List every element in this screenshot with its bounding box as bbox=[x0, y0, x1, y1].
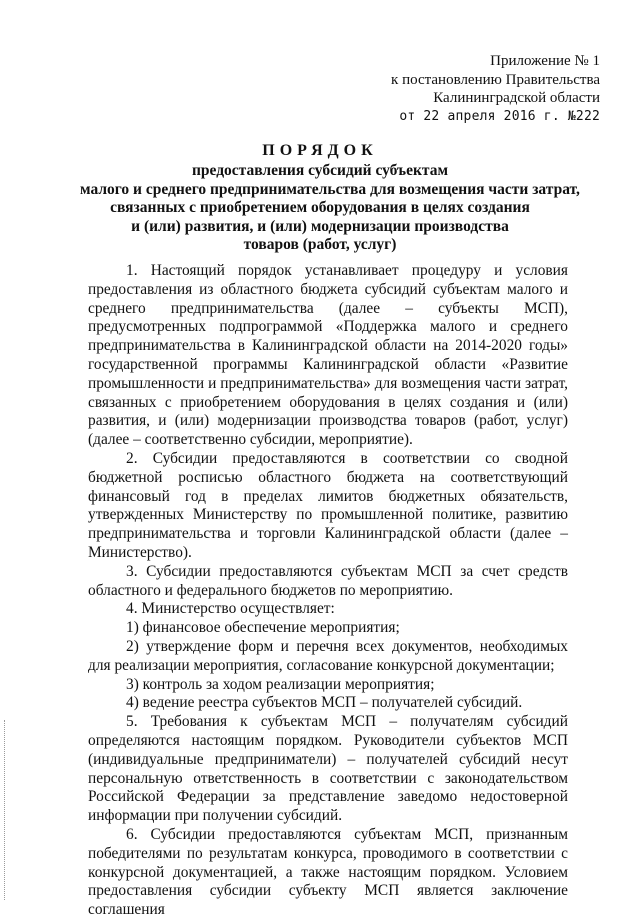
title-main: ПОРЯДОК bbox=[262, 142, 378, 159]
paragraph-1: 1. Настоящий порядок устанавливает процедуру и условия предоставления из областного бюджета субсидий субъектам малого и среднего предпринимательства (далее – субъекты МСП), предусмотренных подпрограммой «Поддержка малого и среднего предпринимательства в Калининградской области на 2014-2020 годы» государственной программы Калининградской области «Развитие промышленности и предпринимательства» для возмещения части затрат, связанных с приобретением оборудования в целях создания и (или) развития, и (или) модернизации производства товаров (работ, услуг) (далее – соответственно субсидии, мероприятие). bbox=[88, 262, 568, 449]
paragraph-4: 4. Министерство осуществляет: bbox=[126, 600, 335, 618]
document-body bbox=[88, 262, 568, 920]
paragraph-3: 3. Субсидии предоставляются субъектам МСП за счет средств областного и федерального бюджетов по мероприятию. bbox=[88, 562, 568, 599]
appendix-number: Приложение № 1 bbox=[490, 53, 600, 69]
list-item-1: 1) финансовое обеспечение мероприятия; bbox=[126, 619, 400, 637]
resolution-reference: к постановлению Правительства bbox=[391, 71, 600, 88]
title-line: товаров (работ, услуг) bbox=[243, 236, 397, 253]
list-item-2: 2) утверждение форм и перечня всех документов, необходимых для реализации мероприятия, согласование конкурсной документации; bbox=[88, 637, 568, 674]
region-name: Калининградской области bbox=[433, 90, 600, 106]
title-line: малого и среднего предпринимательства для возмещения части затрат, bbox=[80, 180, 580, 198]
paragraph-2: 2. Субсидии предоставляются в соответствии со сводной бюджетной росписью областного бюджета на соответствующий финансовый год в пределах лимитов бюджетных обязательств, утвержденных Министерству по промышленной политике, развитию предпринимательства и торговли Калининградской области (далее – Министерство). bbox=[88, 449, 568, 561]
list-item-4: 4) ведение реестра субъектов МСП – получателей субсидий. bbox=[126, 694, 523, 712]
title-line: и (или) развития, и (или) модернизации производства bbox=[131, 217, 509, 235]
paragraph-5: 5. Требования к субъектам МСП – получателям субсидий определяются настоящим порядком. Руководители субъектов МСП (индивидуальные предприниматели) – получателей субсидий несут персональную ответственность в соответствии с законодательством Российской Федерации за представление заведомо недостоверной информации при получении субсидий. bbox=[88, 713, 568, 825]
title-line: связанных с приобретением оборудования в целях создания bbox=[110, 199, 530, 216]
appendix-header bbox=[330, 52, 600, 126]
list-item-3: 3) контроль за ходом реализации мероприятия; bbox=[126, 675, 435, 693]
title-line: предоставления субсидий субъектам bbox=[191, 162, 448, 179]
document-title bbox=[80, 142, 580, 255]
scan-margin-mark bbox=[4, 720, 7, 900]
paragraph-6: 6. Субсидии предоставляются субъектам МСП, признанным победителями по результатам конкурса, проводимого в соответствии с конкурсной документацией, а также настоящим порядком. Условием предоставления субсидии субъекту МСП является заключение соглашения bbox=[88, 825, 568, 919]
resolution-date-number: от 22 апреля 2016 г. №222 bbox=[399, 108, 600, 124]
